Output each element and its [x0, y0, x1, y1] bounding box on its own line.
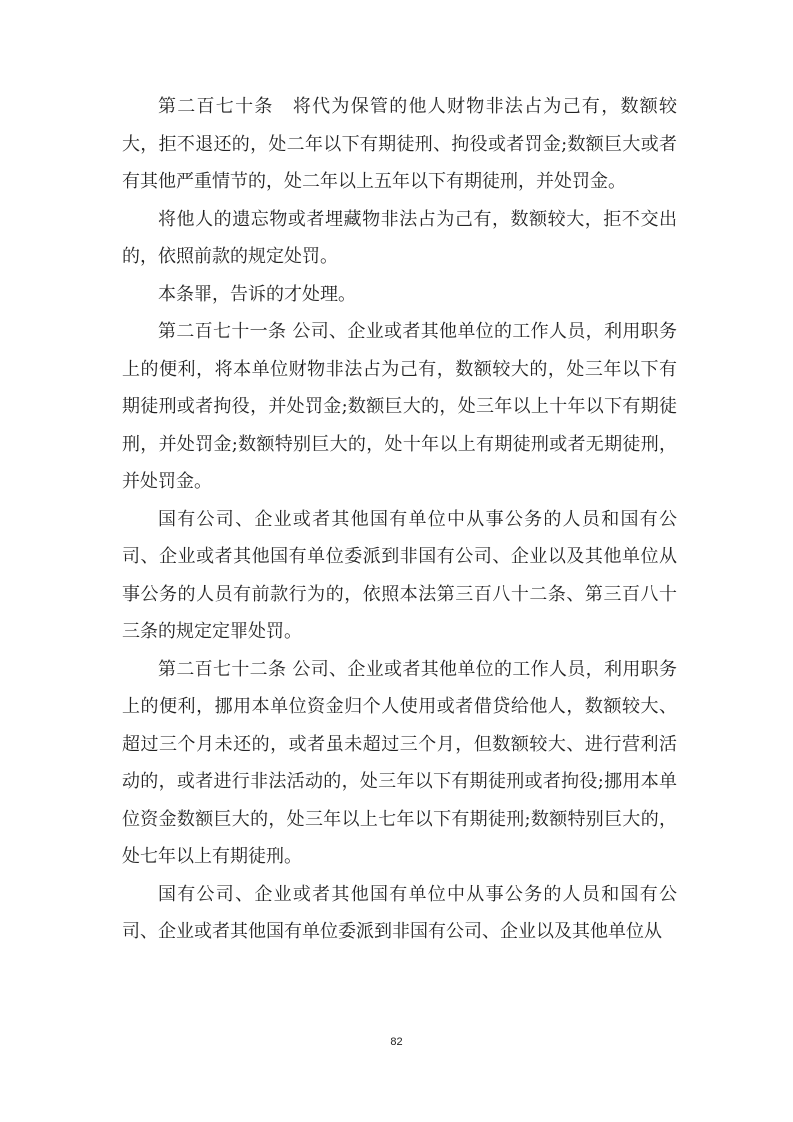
- paragraph: 本条罪，告诉的才处理。: [158, 283, 356, 305]
- paragraph: 国有公司、企业或者其他国有单位中从事公务的人员和国有公司、企业或者其他国有单位委派到非国有公司、企业以及其他单位从: [122, 883, 677, 942]
- paragraph: 将他人的遗忘物或者埋藏物非法占为己有，数额较大，拒不交出的，依照前款的规定处罚。: [122, 208, 677, 267]
- paragraph: 第二百七十二条 公司、企业或者其他单位的工作人员，利用职务上的便利，挪用本单位资金归个人使用或者借贷给他人，数额较大、超过三个月未还的，或者虽未超过三个月，但数额较大、进行营利活动的，或者进行非法活动的，处三年以下有期徒刑或者拘役;挪用本单位资金数额巨大的，处三年以上七年以下有期徒刑;数额特别巨大的，处七年以上有期徒刑。: [122, 658, 677, 867]
- page-number: 82: [390, 1036, 403, 1048]
- paragraph: 国有公司、企业或者其他国有单位中从事公务的人员和国有公司、企业或者其他国有单位委派到非国有公司、企业以及其他单位从事公务的人员有前款行为的，依照本法第三百八十二条、第三百八十三条的规定定罪处罚。: [122, 508, 677, 642]
- paragraph: 第二百七十条 将代为保管的他人财物非法占为己有，数额较大，拒不退还的，处二年以下有期徒刑、拘役或者罚金;数额巨大或者有其他严重情节的，处二年以上五年以下有期徒刑，并处罚金。: [122, 96, 677, 192]
- paragraph: 第二百七十一条 公司、企业或者其他单位的工作人员，利用职务上的便利，将本单位财物非法占为己有，数额较大的，处三年以下有期徒刑或者拘役，并处罚金;数额巨大的，处三年以上十年以下有期徒刑，并处罚金;数额特别巨大的，处十年以上有期徒刑或者无期徒刑，并处罚金。: [122, 321, 677, 492]
- document-body: [122, 88, 677, 951]
